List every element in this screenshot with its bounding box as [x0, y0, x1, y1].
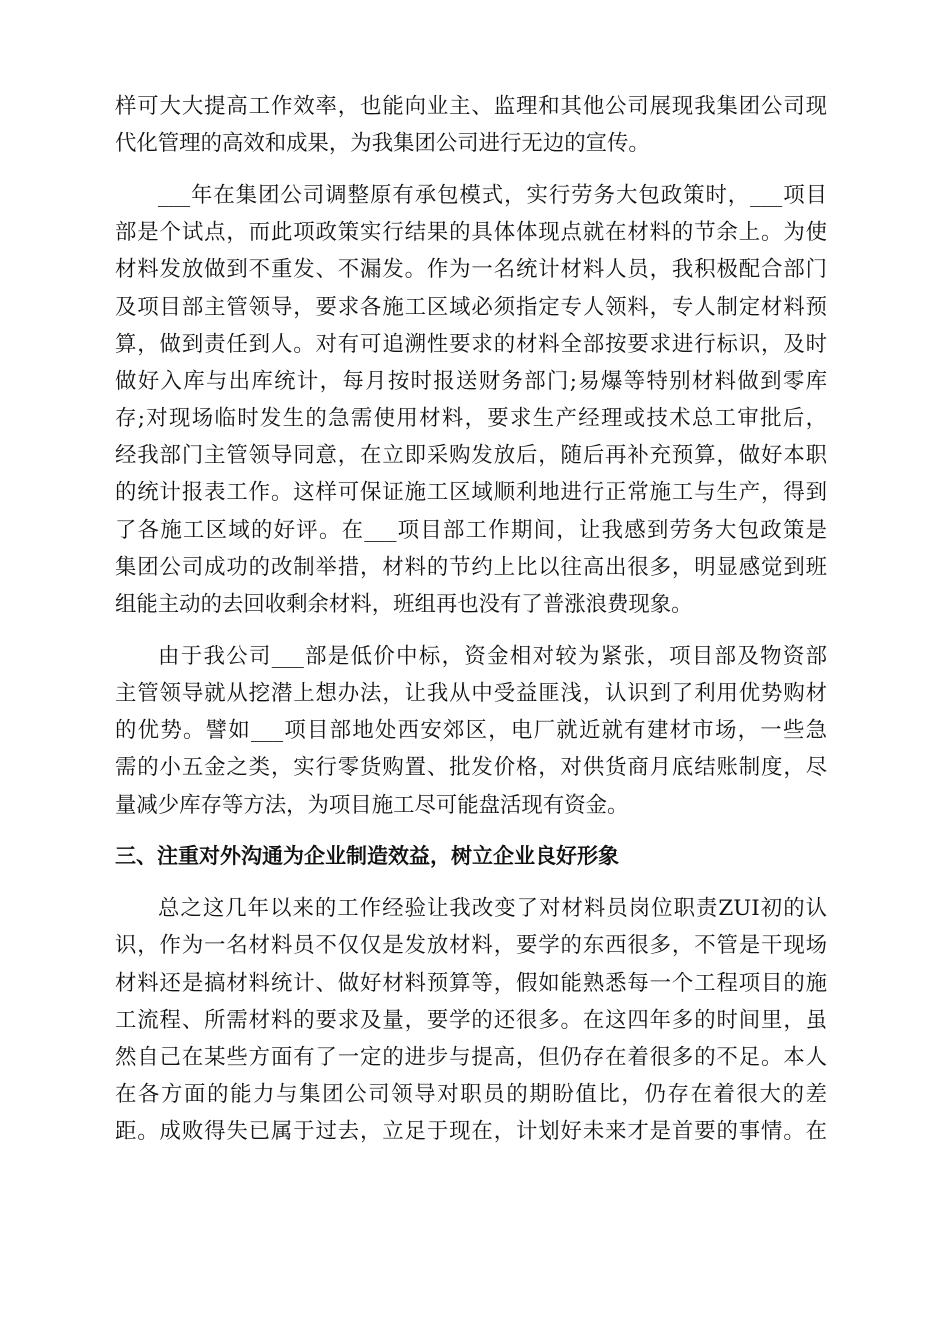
paragraph-2-line-5: 算，做到责任到人。对有可追溯性要求的材料全部按要求进行标识，及时	[115, 331, 827, 357]
paragraph-4-line-2: 识，作为一名材料员不仅仅是发放材料，要学的东西很多，不管是干现场	[115, 933, 827, 959]
paragraph-2-line-3: 材料发放做到不重发、不漏发。作为一名统计材料人员，我积极配合部门	[115, 257, 827, 283]
paragraph-4-line-1: 总之这几年以来的工作经验让我改变了对材料员岗位职责ZUI初的认	[158, 896, 827, 922]
paragraph-2-line-4: 及项目部主管领导，要求各施工区域必须指定专人领料，专人制定材料预	[115, 294, 827, 320]
paragraph-4-line-3: 材料还是搞材料统计、做好材料预算等，假如能熟悉每一个工程项目的施	[115, 970, 827, 996]
paragraph-3-line-1: 由于我公司___部是低价中标，资金相对较为紧张，项目部及物资部	[158, 643, 827, 669]
paragraph-4-line-5: 然自己在某些方面有了一定的进步与提高，但仍存在着很多的不足。本人	[115, 1044, 827, 1070]
paragraph-2-line-6: 做好入库与出库统计，每月按时报送财务部门;易爆等特别材料做到零库	[115, 368, 827, 394]
paragraph-2-line-9: 的统计报表工作。这样可保证施工区域顺利地进行正常施工与生产，得到	[115, 480, 827, 506]
paragraph-4-line-7: 距。成败得失已属于过去，立足于现在，计划好未来才是首要的事情。在	[115, 1119, 827, 1145]
paragraph-2-line-2: 部是个试点，而此项政策实行结果的具体体现点就在材料的节余上。为使	[115, 220, 827, 246]
paragraph-2-line-11: 集团公司成功的改制举措，材料的节约上比以往高出很多，明显感觉到班	[115, 554, 827, 580]
paragraph-3-line-3: 的优势。譬如___项目部地处西安郊区，电厂就近就有建材市场，一些急	[115, 718, 827, 744]
paragraph-2-line-1: ___年在集团公司调整原有承包模式，实行劳务大包政策时，___项目	[158, 182, 827, 208]
section-heading: 三、注重对外沟通为企业制造效益，树立企业良好形象	[115, 844, 619, 869]
paragraph-1-line-1: 样可大大提高工作效率，也能向业主、监理和其他公司展现我集团公司现	[115, 94, 827, 119]
paragraph-2-line-12: 组能主动的去回收剩余材料，班组再也没有了普涨浪费现象。	[115, 592, 693, 618]
paragraph-3-line-5: 量减少库存等方法，为项目施工尽可能盘活现有资金。	[115, 792, 629, 818]
paragraph-3-line-4: 需的小五金之类，实行零货购置、批发价格，对供货商月底结账制度，尽	[115, 755, 827, 781]
paragraph-2-line-10: 了各施工区域的好评。在___项目部工作期间，让我感到劳务大包政策是	[115, 517, 827, 543]
paragraph-1-line-2: 代化管理的高效和成果，为我集团公司进行无边的宣传。	[115, 131, 650, 157]
document-body	[115, 88, 827, 1150]
paragraph-2-line-8: 经我部门主管领导同意，在立即采购发放后，随后再补充预算，做好本职	[115, 443, 827, 469]
paragraph-4-line-6: 在各方面的能力与集团公司领导对职员的期盼值比，仍存在着很大的差	[115, 1082, 827, 1108]
paragraph-4-line-4: 工流程、所需材料的要求及量，要学的还很多。在这四年多的时间里，虽	[115, 1007, 827, 1033]
paragraph-3-line-2: 主管领导就从挖潜上想办法，让我从中受益匪浅，认识到了利用优势购材	[115, 681, 827, 706]
paragraph-2-line-7: 存;对现场临时发生的急需使用材料，要求生产经理或技术总工审批后，	[115, 406, 827, 432]
